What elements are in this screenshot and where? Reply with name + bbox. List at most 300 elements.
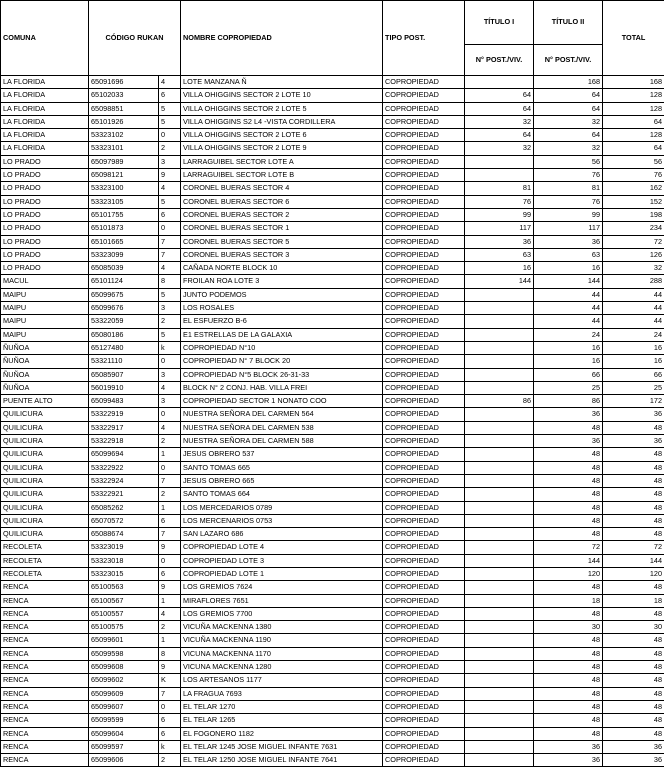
cell-comuna: MAIPU [1,328,89,341]
cell-titulo-2: 56 [534,155,603,168]
cell-tipo-post: COPROPIEDAD [383,182,465,195]
cell-titulo-1 [465,594,534,607]
cell-codigo-rukan: 65085262 [89,501,159,514]
cell-titulo-1: 36 [465,235,534,248]
cell-total: 172 [603,395,664,408]
cell-nombre-copropiedad: SAN LAZARO 686 [181,528,383,541]
cell-total: 64 [603,115,664,128]
cell-titulo-2: 18 [534,594,603,607]
table-row [1,727,664,740]
cell-titulo-1: 64 [465,89,534,102]
cell-titulo-1 [465,661,534,674]
cell-total: 48 [603,528,664,541]
cell-nombre-copropiedad: VICUÑA MACKENNA 1380 [181,621,383,634]
cell-total: 36 [603,754,664,767]
cell-nombre-copropiedad: VICUÑA MACKENNA 1190 [181,634,383,647]
cell-total: 25 [603,381,664,394]
cell-comuna: LO PRADO [1,155,89,168]
cell-nombre-copropiedad: LA FRAGUA 7693 [181,687,383,700]
cell-nombre-copropiedad: MIRAFLORES 7651 [181,594,383,607]
cell-tipo-post: COPROPIEDAD [383,408,465,421]
cell-titulo-1: 81 [465,182,534,195]
cell-total: 30 [603,621,664,634]
cell-total: 72 [603,235,664,248]
cell-comuna: RECOLETA [1,541,89,554]
cell-total: 16 [603,341,664,354]
cell-total: 168 [603,76,664,89]
cell-titulo-1 [465,328,534,341]
cell-total: 44 [603,302,664,315]
cell-titulo-2: 16 [534,341,603,354]
cell-comuna: LA FLORIDA [1,115,89,128]
cell-titulo-2: 48 [534,607,603,620]
cell-titulo-1 [465,674,534,687]
cell-titulo-2: 44 [534,302,603,315]
cell-tipo-post: COPROPIEDAD [383,368,465,381]
cell-titulo-2: 120 [534,567,603,580]
cell-comuna: LO PRADO [1,235,89,248]
cell-nombre-copropiedad: VILLA OHIGGINS S2 L4 -VISTA CORDILLERA [181,115,383,128]
cell-tipo-post: COPROPIEDAD [383,328,465,341]
cell-total: 288 [603,275,664,288]
cell-nombre-copropiedad: LOS MERCENARIOS 0753 [181,514,383,527]
cell-codigo-rukan: 65102033 [89,89,159,102]
cell-total: 64 [603,142,664,155]
header-comuna: COMUNA [1,1,89,76]
cell-titulo-2: 48 [534,714,603,727]
cell-titulo-1 [465,647,534,660]
cell-codigo-rukan: 53321110 [89,355,159,368]
cell-titulo-1 [465,448,534,461]
cell-total: 48 [603,727,664,740]
cell-titulo-1 [465,621,534,634]
table-row [1,222,664,235]
cell-digito: 2 [159,488,181,501]
cell-tipo-post: COPROPIEDAD [383,169,465,182]
cell-comuna: LA FLORIDA [1,89,89,102]
cell-comuna: LO PRADO [1,222,89,235]
cell-tipo-post: COPROPIEDAD [383,262,465,275]
cell-codigo-rukan: 65088674 [89,528,159,541]
cell-titulo-2: 36 [534,754,603,767]
cell-tipo-post: COPROPIEDAD [383,687,465,700]
cell-comuna: RENCA [1,754,89,767]
cell-titulo-1 [465,714,534,727]
cell-comuna: ÑUÑOA [1,381,89,394]
cell-nombre-copropiedad: EL TELAR 1250 JOSE MIGUEL INFANTE 7641 [181,754,383,767]
cell-codigo-rukan: 65097989 [89,155,159,168]
table-row [1,315,664,328]
cell-tipo-post: COPROPIEDAD [383,235,465,248]
cell-titulo-2: 48 [534,727,603,740]
cell-codigo-rukan: 65085039 [89,262,159,275]
cell-codigo-rukan: 65099602 [89,674,159,687]
cell-comuna: QUILICURA [1,448,89,461]
cell-titulo-2: 44 [534,288,603,301]
cell-comuna: LO PRADO [1,169,89,182]
cell-titulo-1 [465,581,534,594]
cell-tipo-post: COPROPIEDAD [383,501,465,514]
cell-codigo-rukan: 65070572 [89,514,159,527]
cell-codigo-rukan: 53322917 [89,421,159,434]
cell-codigo-rukan: 53323018 [89,554,159,567]
table-row [1,567,664,580]
cell-nombre-copropiedad: COPROPIEDAD N° 7 BLOCK 20 [181,355,383,368]
cell-tipo-post: COPROPIEDAD [383,754,465,767]
table-row [1,687,664,700]
cell-nombre-copropiedad: COPROPIEDAD SECTOR 1 NONATO COO [181,395,383,408]
cell-titulo-2: 63 [534,248,603,261]
table-row [1,700,664,713]
cell-nombre-copropiedad: VICUNA MACKENNA 1280 [181,661,383,674]
cell-comuna: RENCA [1,700,89,713]
cell-titulo-2: 76 [534,195,603,208]
cell-titulo-1 [465,288,534,301]
cell-total: 56 [603,155,664,168]
cell-tipo-post: COPROPIEDAD [383,541,465,554]
cell-comuna: LA FLORIDA [1,102,89,115]
cell-comuna: LO PRADO [1,195,89,208]
cell-titulo-2: 64 [534,89,603,102]
table-row [1,195,664,208]
cell-tipo-post: COPROPIEDAD [383,421,465,434]
cell-digito: 7 [159,248,181,261]
cell-digito: 4 [159,421,181,434]
cell-tipo-post: COPROPIEDAD [383,647,465,660]
cell-tipo-post: COPROPIEDAD [383,594,465,607]
cell-digito: 3 [159,302,181,315]
cell-titulo-2: 64 [534,129,603,142]
cell-titulo-1 [465,355,534,368]
cell-tipo-post: COPROPIEDAD [383,142,465,155]
cell-codigo-rukan: 65099604 [89,727,159,740]
cell-titulo-1 [465,700,534,713]
cell-comuna: MACUL [1,275,89,288]
cell-comuna: QUILICURA [1,474,89,487]
cell-digito: 4 [159,76,181,89]
cell-codigo-rukan: 65099675 [89,288,159,301]
cell-titulo-2: 36 [534,235,603,248]
cell-codigo-rukan: 65098851 [89,102,159,115]
cell-titulo-1 [465,541,534,554]
table-row [1,448,664,461]
cell-titulo-1 [465,607,534,620]
cell-digito: 8 [159,275,181,288]
cell-codigo-rukan: 65099608 [89,661,159,674]
cell-titulo-1: 86 [465,395,534,408]
cell-nombre-copropiedad: FROILAN ROA LOTE 3 [181,275,383,288]
cell-tipo-post: COPROPIEDAD [383,302,465,315]
cell-tipo-post: COPROPIEDAD [383,155,465,168]
cell-total: 48 [603,661,664,674]
cell-tipo-post: COPROPIEDAD [383,448,465,461]
header-titulo-2: TÍTULO II [534,1,603,45]
cell-total: 126 [603,248,664,261]
cell-digito: 4 [159,182,181,195]
cell-tipo-post: COPROPIEDAD [383,435,465,448]
cell-codigo-rukan: 65099676 [89,302,159,315]
cell-titulo-1 [465,315,534,328]
cell-codigo-rukan: 65099694 [89,448,159,461]
cell-digito: 5 [159,288,181,301]
cell-titulo-1: 76 [465,195,534,208]
cell-comuna: RENCA [1,607,89,620]
cell-titulo-2: 81 [534,182,603,195]
cell-tipo-post: COPROPIEDAD [383,674,465,687]
cell-comuna: LO PRADO [1,262,89,275]
cell-codigo-rukan: 56019910 [89,381,159,394]
cell-codigo-rukan: 65100567 [89,594,159,607]
cell-comuna: QUILICURA [1,461,89,474]
cell-nombre-copropiedad: E1 ESTRELLAS DE LA GALAXIA [181,328,383,341]
cell-codigo-rukan: 53322918 [89,435,159,448]
cell-codigo-rukan: 53323099 [89,248,159,261]
cell-titulo-2: 48 [534,674,603,687]
cell-titulo-2: 48 [534,448,603,461]
cell-titulo-2: 48 [534,647,603,660]
cell-nombre-copropiedad: COPROPIEDAD N°5 BLOCK 26-31-33 [181,368,383,381]
table-row [1,76,664,89]
cell-total: 48 [603,634,664,647]
cell-titulo-2: 32 [534,115,603,128]
cell-digito: 5 [159,195,181,208]
cell-codigo-rukan: 53323015 [89,567,159,580]
cell-codigo-rukan: 65099607 [89,700,159,713]
cell-tipo-post: COPROPIEDAD [383,275,465,288]
cell-tipo-post: COPROPIEDAD [383,581,465,594]
cell-nombre-copropiedad: CAÑADA NORTE BLOCK 10 [181,262,383,275]
cell-titulo-2: 48 [534,421,603,434]
cell-tipo-post: COPROPIEDAD [383,634,465,647]
cell-titulo-2: 72 [534,541,603,554]
header-codigo-rukan: CÓDIGO RUKAN [89,1,181,76]
cell-total: 48 [603,581,664,594]
cell-nombre-copropiedad: EL ESFUERZO B-6 [181,315,383,328]
cell-comuna: RENCA [1,594,89,607]
cell-titulo-1 [465,381,534,394]
cell-comuna: QUILICURA [1,501,89,514]
cell-titulo-1 [465,740,534,753]
cell-codigo-rukan: 65101873 [89,222,159,235]
table-row [1,634,664,647]
cell-total: 36 [603,408,664,421]
cell-nombre-copropiedad: LOS ARTESANOS 1177 [181,674,383,687]
cell-tipo-post: COPROPIEDAD [383,740,465,753]
table-row [1,674,664,687]
cell-comuna: QUILICURA [1,514,89,527]
cell-digito: 9 [159,541,181,554]
cell-titulo-1 [465,76,534,89]
cell-digito: 0 [159,222,181,235]
table-row [1,288,664,301]
cell-digito: 5 [159,328,181,341]
cell-tipo-post: COPROPIEDAD [383,700,465,713]
cell-nombre-copropiedad: CORONEL BUERAS SECTOR 2 [181,208,383,221]
cell-total: 76 [603,169,664,182]
cell-nombre-copropiedad: VILLA OHIGGINS SECTOR 2 LOTE 6 [181,129,383,142]
cell-comuna: RENCA [1,634,89,647]
cell-digito: 1 [159,448,181,461]
table-row [1,102,664,115]
cell-titulo-1 [465,435,534,448]
cell-digito: 8 [159,647,181,660]
cell-nombre-copropiedad: EL TELAR 1245 JOSE MIGUEL INFANTE 7631 [181,740,383,753]
table-row [1,302,664,315]
cell-digito: 3 [159,395,181,408]
cell-codigo-rukan: 65099597 [89,740,159,753]
cell-comuna: LA FLORIDA [1,129,89,142]
cell-digito: 0 [159,355,181,368]
cell-tipo-post: COPROPIEDAD [383,129,465,142]
cell-total: 48 [603,674,664,687]
cell-tipo-post: COPROPIEDAD [383,288,465,301]
cell-total: 48 [603,514,664,527]
cell-total: 128 [603,89,664,102]
cell-tipo-post: COPROPIEDAD [383,115,465,128]
cell-nombre-copropiedad: LOS ROSALES [181,302,383,315]
cell-total: 16 [603,355,664,368]
cell-titulo-1 [465,302,534,315]
cell-comuna: LA FLORIDA [1,76,89,89]
cell-nombre-copropiedad: LARRAGUIBEL SECTOR LOTE B [181,169,383,182]
cell-comuna: MAIPU [1,288,89,301]
cell-total: 24 [603,328,664,341]
table-row [1,754,664,767]
cell-codigo-rukan: 65101755 [89,208,159,221]
cell-total: 44 [603,315,664,328]
cell-total: 36 [603,740,664,753]
cell-nombre-copropiedad: EL FOGONERO 1182 [181,727,383,740]
cell-titulo-2: 144 [534,275,603,288]
cell-comuna: QUILICURA [1,528,89,541]
cell-titulo-2: 99 [534,208,603,221]
cell-titulo-1 [465,368,534,381]
cell-tipo-post: COPROPIEDAD [383,474,465,487]
cell-nombre-copropiedad: CORONEL BUERAS SECTOR 6 [181,195,383,208]
cell-codigo-rukan: 53323102 [89,129,159,142]
table-row [1,275,664,288]
cell-total: 234 [603,222,664,235]
cell-tipo-post: COPROPIEDAD [383,554,465,567]
cell-codigo-rukan: 53322924 [89,474,159,487]
cell-digito: 0 [159,554,181,567]
cell-comuna: RENCA [1,674,89,687]
cell-total: 48 [603,687,664,700]
cell-comuna: MAIPU [1,315,89,328]
cell-total: 144 [603,554,664,567]
cell-total: 48 [603,501,664,514]
cell-titulo-1: 16 [465,262,534,275]
cell-codigo-rukan: 65098121 [89,169,159,182]
header-tipo-post: TIPO POST. [383,1,465,76]
cell-titulo-2: 48 [534,700,603,713]
cell-tipo-post: COPROPIEDAD [383,208,465,221]
table-row [1,461,664,474]
cell-comuna: RENCA [1,727,89,740]
table-row [1,488,664,501]
cell-codigo-rukan: 53322922 [89,461,159,474]
cell-codigo-rukan: 65100563 [89,581,159,594]
header-nombre-copropiedad: NOMBRE COPROPIEDAD [181,1,383,76]
cell-digito: 7 [159,687,181,700]
table-row [1,142,664,155]
cell-titulo-1: 32 [465,115,534,128]
cell-titulo-2: 25 [534,381,603,394]
cell-codigo-rukan: 65085907 [89,368,159,381]
cell-titulo-1 [465,155,534,168]
cell-comuna: RENCA [1,714,89,727]
subheader-titulo-1: N° POST./VIV. [465,45,534,76]
cell-total: 152 [603,195,664,208]
cell-tipo-post: COPROPIEDAD [383,727,465,740]
cell-digito: 5 [159,102,181,115]
cell-comuna: RENCA [1,647,89,660]
table-row [1,262,664,275]
header-titulo-1: TÍTULO I [465,1,534,45]
cell-total: 72 [603,541,664,554]
cell-tipo-post: COPROPIEDAD [383,102,465,115]
cell-total: 32 [603,262,664,275]
cell-titulo-1 [465,727,534,740]
cell-titulo-2: 144 [534,554,603,567]
cell-comuna: RECOLETA [1,567,89,580]
cell-digito: 6 [159,714,181,727]
cell-titulo-2: 48 [534,687,603,700]
cell-codigo-rukan: 53322919 [89,408,159,421]
cell-tipo-post: COPROPIEDAD [383,341,465,354]
cell-nombre-copropiedad: NUESTRA SEÑORA DEL CARMEN 588 [181,435,383,448]
cell-nombre-copropiedad: CORONEL BUERAS SECTOR 4 [181,182,383,195]
table-row [1,661,664,674]
cell-titulo-1 [465,554,534,567]
cell-nombre-copropiedad: JESUS OBRERO 665 [181,474,383,487]
cell-digito: 2 [159,621,181,634]
cell-comuna: QUILICURA [1,408,89,421]
cell-titulo-2: 48 [534,581,603,594]
cell-comuna: ÑUÑOA [1,355,89,368]
cell-nombre-copropiedad: COPROPIEDAD N°10 [181,341,383,354]
cell-tipo-post: COPROPIEDAD [383,567,465,580]
cell-codigo-rukan: 65099601 [89,634,159,647]
cell-digito: 4 [159,381,181,394]
cell-nombre-copropiedad: EL TELAR 1265 [181,714,383,727]
cell-total: 128 [603,102,664,115]
cell-codigo-rukan: 65101124 [89,275,159,288]
cell-digito: k [159,740,181,753]
table-row [1,541,664,554]
cell-nombre-copropiedad: CORONEL BUERAS SECTOR 1 [181,222,383,235]
table-row [1,155,664,168]
cell-tipo-post: COPROPIEDAD [383,488,465,501]
cell-codigo-rukan: 53323105 [89,195,159,208]
cell-total: 48 [603,714,664,727]
cell-titulo-1 [465,408,534,421]
cell-titulo-2: 32 [534,142,603,155]
table-row [1,581,664,594]
table-row [1,208,664,221]
subheader-titulo-2: N° POST./VIV. [534,45,603,76]
cell-codigo-rukan: 65099606 [89,754,159,767]
cell-total: 36 [603,435,664,448]
cell-digito: 9 [159,661,181,674]
cell-codigo-rukan: 65099609 [89,687,159,700]
table-row [1,714,664,727]
cell-titulo-1: 63 [465,248,534,261]
cell-titulo-1 [465,421,534,434]
table-row [1,554,664,567]
cell-codigo-rukan: 65080186 [89,328,159,341]
cell-codigo-rukan: 65099599 [89,714,159,727]
